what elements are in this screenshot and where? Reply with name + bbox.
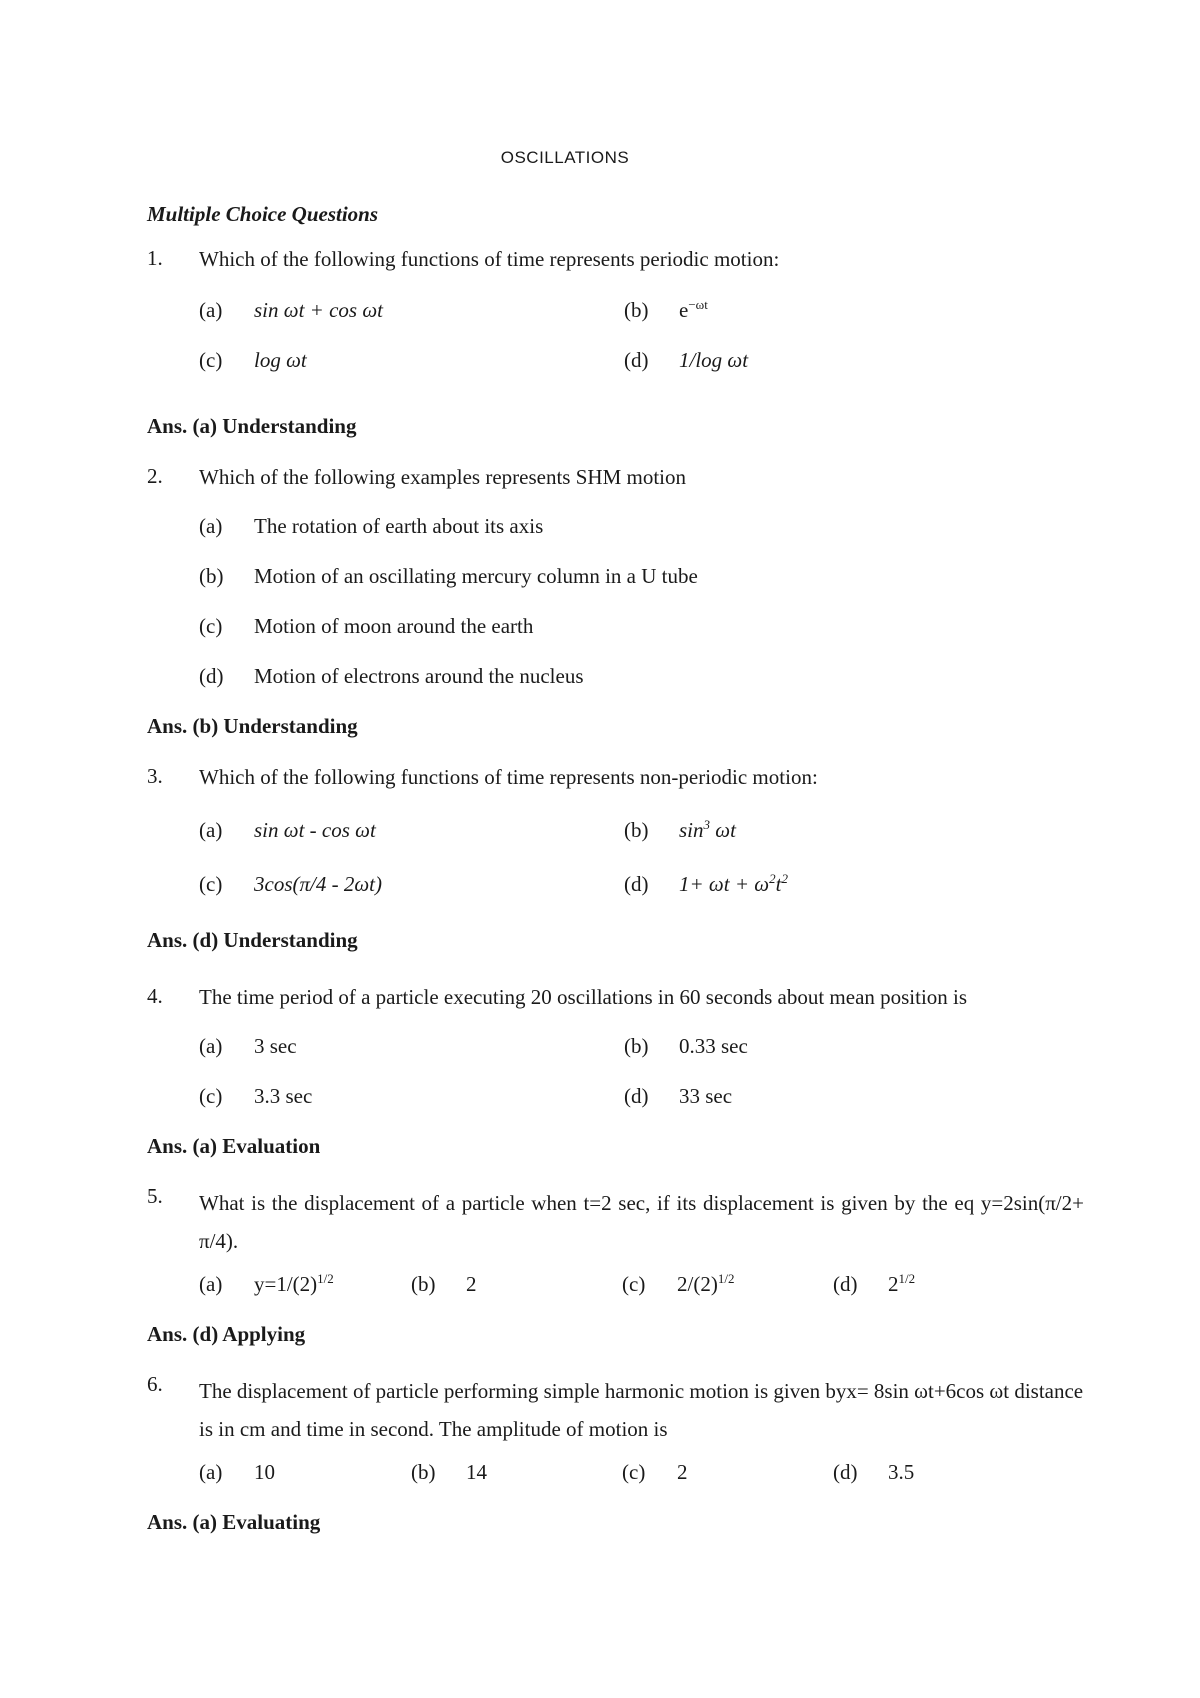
answer-2: Ans. (b) Understanding	[147, 714, 358, 738]
question-number: 1.	[147, 246, 163, 270]
answer-4: Ans. (a) Evaluation	[147, 1134, 321, 1158]
question-number: 3.	[147, 764, 163, 788]
answer-1: Ans. (a) Understanding	[147, 414, 357, 438]
question-text: Which of the following functions of time represents periodic motion:	[199, 247, 780, 271]
question-text: The displacement of particle performing simple harmonic motion is given byx= 8sin ωt+6cos ωt distance is in cm and time in second. The amplitude of motion is	[199, 1379, 1084, 1441]
question-number: 2.	[147, 464, 163, 488]
question-text: Which of the following examples represents SHM motion	[199, 465, 686, 489]
page-title: OSCILLATIONS	[500, 148, 630, 167]
question-number: 6.	[147, 1372, 163, 1396]
question-number: 5.	[147, 1184, 163, 1208]
answer-3: Ans. (d) Understanding	[147, 928, 358, 952]
question-text: The time period of a particle executing 20 oscillations in 60 seconds about mean position is	[199, 985, 968, 1009]
question-number: 4.	[147, 984, 163, 1008]
question-text: What is the displacement of a particle when t=2 sec, if its displacement is given by the eq y=2sin(π/2+ π/4).	[199, 1191, 1084, 1253]
section-title: Multiple Choice Questions	[147, 202, 379, 226]
document-page: OSCILLATIONS Multiple Choice Questions 1. Which of the following functions of time represents periodic motion: (a) sin ωt + cos ωt (b) $e^{-\omega t}$ (c) log ωt (d) 1/log ωt Ans. (a) Understanding 2. Which of the following examples represents SHM motion (a) The rotation of earth about its axis (b) Motion of an oscillating mercury column in a U tube (c) Motion of moon around the earth (d) Motion of electrons around the nucleus Ans. (b) Understanding 3. Which of the following functions of time represents non-periodic motion: (a) sin ωt - cos ωt (b) $\sin^3 \omega t$ (c) 3cos(π/4 - 2ωt) (d) $1+ \omega t + \omega^2t^2$ Ans. (d) Understanding 4. The time period of a particle executing 20 oscillations in 60 seconds about mean position is (a) 3 sec (b) 0.33 sec (c) 3.3 sec (d) 33 sec Ans. (a) Evaluation 5. What is the displacement of a particle when t=2 sec, if its displacement is given by the eq y=2sin(π/2+ π/4). (a) $y=1/(2)^{1/2}$ (b) 2 (c) $2/(2)^{1/2}$ (d) $2^{1/2}$ Ans. (d) Applying 6. The displacement of particle performing simple harmonic motion is given byx= 8sin ωt+6cos ωt distance is in cm and time in second. The amplitude of motion is (a) 10 (b) 14 (c) 2 (d) 3.5 Ans. (a) Evaluating	[0, 0, 1200, 1698]
question-text: Which of the following functions of time represents non-periodic motion:	[199, 765, 818, 789]
answer-5: Ans. (d) Applying	[147, 1322, 306, 1346]
answer-6: Ans. (a) Evaluating	[147, 1510, 321, 1534]
